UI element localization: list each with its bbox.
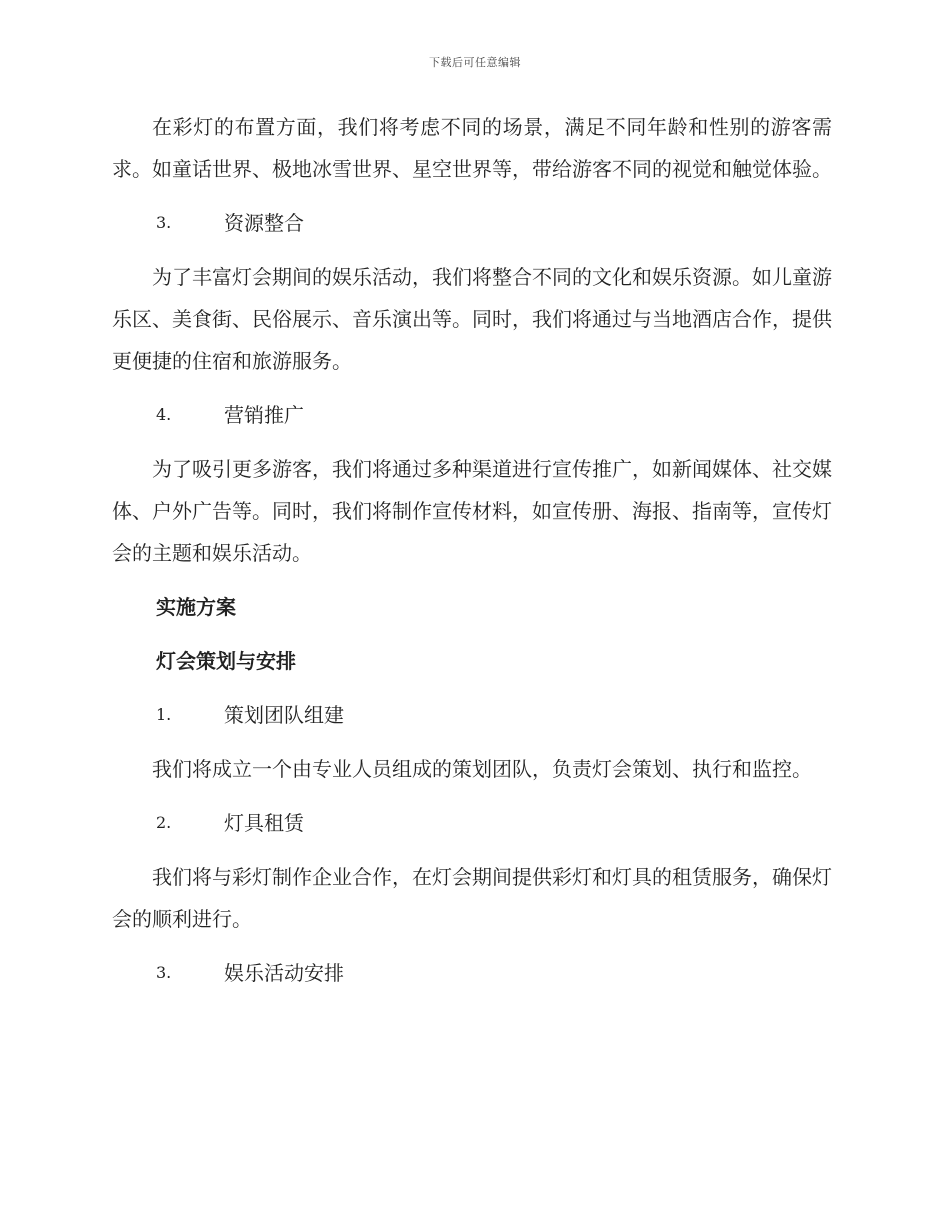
paragraph-lighting-layout: 在彩灯的布置方面，我们将考虑不同的场景，满足不同年龄和性别的游客需求。如童话世界、极地冰雪世界、星空世界等，带给游客不同的视觉和触觉体验。: [112, 115, 832, 181]
list-number: 4.: [156, 405, 172, 424]
document-body: [112, 106, 832, 1006]
list-number: 3.: [156, 963, 172, 982]
list-number: 3.: [156, 213, 172, 232]
list-number: 2.: [156, 813, 172, 832]
section-heading-implementation: 实施方案: [156, 595, 236, 619]
list-label: 娱乐活动安排: [224, 961, 344, 985]
list-item-lamp-rental: [112, 802, 832, 844]
list-label: 灯具租赁: [224, 811, 304, 835]
paragraph-lamp-rental: 我们将与彩灯制作企业合作，在灯会期间提供彩灯和灯具的租赁服务，确保灯会的顺利进行。: [112, 865, 832, 931]
section-heading-planning: 灯会策划与安排: [156, 649, 296, 673]
paragraph-planning-team: 我们将成立一个由专业人员组成的策划团队，负责灯会策划、执行和监控。: [152, 757, 812, 781]
header-note: 下载后可任意编辑: [429, 56, 521, 69]
list-item-entertainment: [112, 952, 832, 994]
paragraph-resource-integration: 为了丰富灯会期间的娱乐活动，我们将整合不同的文化和娱乐资源。如儿童游乐区、美食街、民俗展示、音乐演出等。同时，我们将通过与当地酒店合作，提供更便捷的住宿和旅游服务。: [112, 265, 832, 373]
list-label: 资源整合: [224, 211, 304, 235]
list-number: 1.: [156, 705, 172, 724]
paragraph-marketing: 为了吸引更多游客，我们将通过多种渠道进行宣传推广，如新闻媒体、社交媒体、户外广告等。同时，我们将制作宣传材料，如宣传册、海报、指南等，宣传灯会的主题和娱乐活动。: [112, 457, 832, 565]
list-item-planning-team: [112, 694, 832, 736]
list-item-resource-integration: [112, 202, 832, 244]
list-item-marketing: [112, 394, 832, 436]
list-label: 营销推广: [224, 403, 304, 427]
list-label: 策划团队组建: [224, 703, 344, 727]
